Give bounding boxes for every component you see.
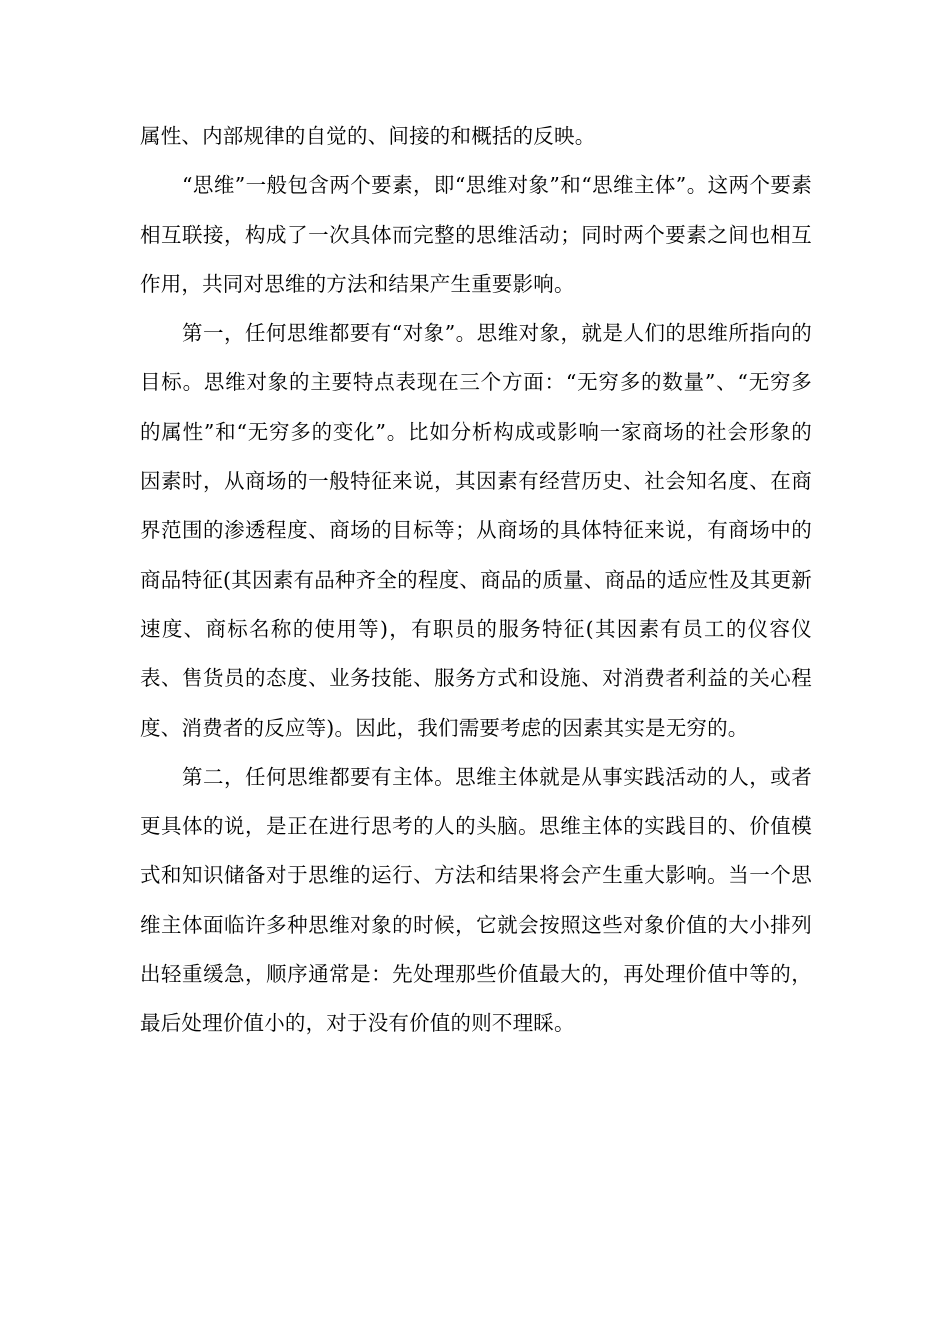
paragraph-first-object: 第一，任何思维都要有“对象”。思维对象，就是人们的思维所指向的目标。思维对象的主要特点表现在三个方面：“无穷多的数量”、“无穷多的属性”和“无穷多的变化”。比如分析构成或影响一家商场的社会形象的因素时，从商场的一般特征来说，其因素有经营历史、社会知名度、在商界范围的渗透程度、商场的目标等；从商场的具体特征来说，有商场中的商品特征(其因素有品种齐全的程度、商品的质量、商品的适应性及其更新速度、商标名称的使用等)，有职员的服务特征(其因素有员工的仪容仪表、售货员的态度、业务技能、服务方式和设施、对消费者利益的关心程度、消费者的反应等)。因此，我们需要考虑的因素其实是无穷的。 — [140, 321, 812, 740]
paragraph-continuation: 属性、内部规律的自觉的、间接的和概括的反映。 — [140, 124, 596, 148]
paragraph-thinking-elements: “思维”一般包含两个要素，即“思维对象”和“思维主体”。这两个要素相互联接，构成了一次具体而完整的思维活动；同时两个要素之间也相互作用，共同对思维的方法和结果产生重要影响。 — [140, 173, 812, 296]
paragraph-second-subject: 第二，任何思维都要有主体。思维主体就是从事实践活动的人，或者更具体的说，是正在进行思考的人的头脑。思维主体的实践目的、价值模式和知识储备对于思维的运行、方法和结果将会产生重大影响。当一个思维主体面临许多种思维对象的时候，它就会按照这些对象价值的大小排列出轻重缓急，顺序通常是：先处理那些价值最大的，再处理价值中等的，最后处理价值小的，对于没有价值的则不理睬。 — [140, 764, 812, 1036]
document-page — [140, 112, 812, 1049]
